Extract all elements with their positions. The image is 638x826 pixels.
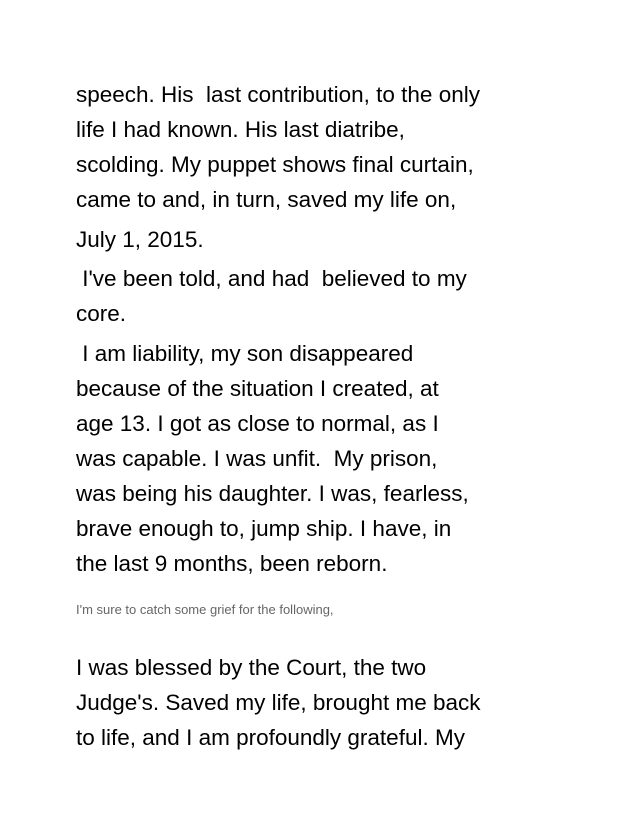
text-line: I am liability, my son disappeared — [76, 341, 414, 366]
text-line: was capable. I was unfit. My prison, — [76, 446, 438, 471]
text-line: scolding. My puppet shows final curtain, — [76, 152, 474, 177]
text-line: speech. His last contribution, to the only — [76, 82, 480, 107]
text-line: core. — [76, 301, 127, 326]
text-line: I was blessed by the Court, the two — [76, 655, 427, 680]
text-line: came to and, in turn, saved my life on, — [76, 187, 457, 212]
text-line: because of the situation I created, at — [76, 376, 439, 401]
text-line: July 1, 2015. — [76, 227, 204, 252]
text-line: age 13. I got as close to normal, as I — [76, 411, 439, 436]
text-line: was being his daughter. I was, fearless, — [76, 481, 469, 506]
text-line: I've been told, and had believed to my — [76, 266, 467, 291]
text-line: Judge's. Saved my life, brought me back — [76, 690, 481, 715]
text-line: brave enough to, jump ship. I have, in — [76, 516, 452, 541]
text-line: the last 9 months, been reborn. — [76, 551, 388, 576]
side-note: I'm sure to catch some grief for the following, — [76, 602, 334, 617]
text-line: life I had known. His last diatribe, — [76, 117, 405, 142]
text-line: to life, and I am profoundly grateful. My — [76, 725, 465, 750]
